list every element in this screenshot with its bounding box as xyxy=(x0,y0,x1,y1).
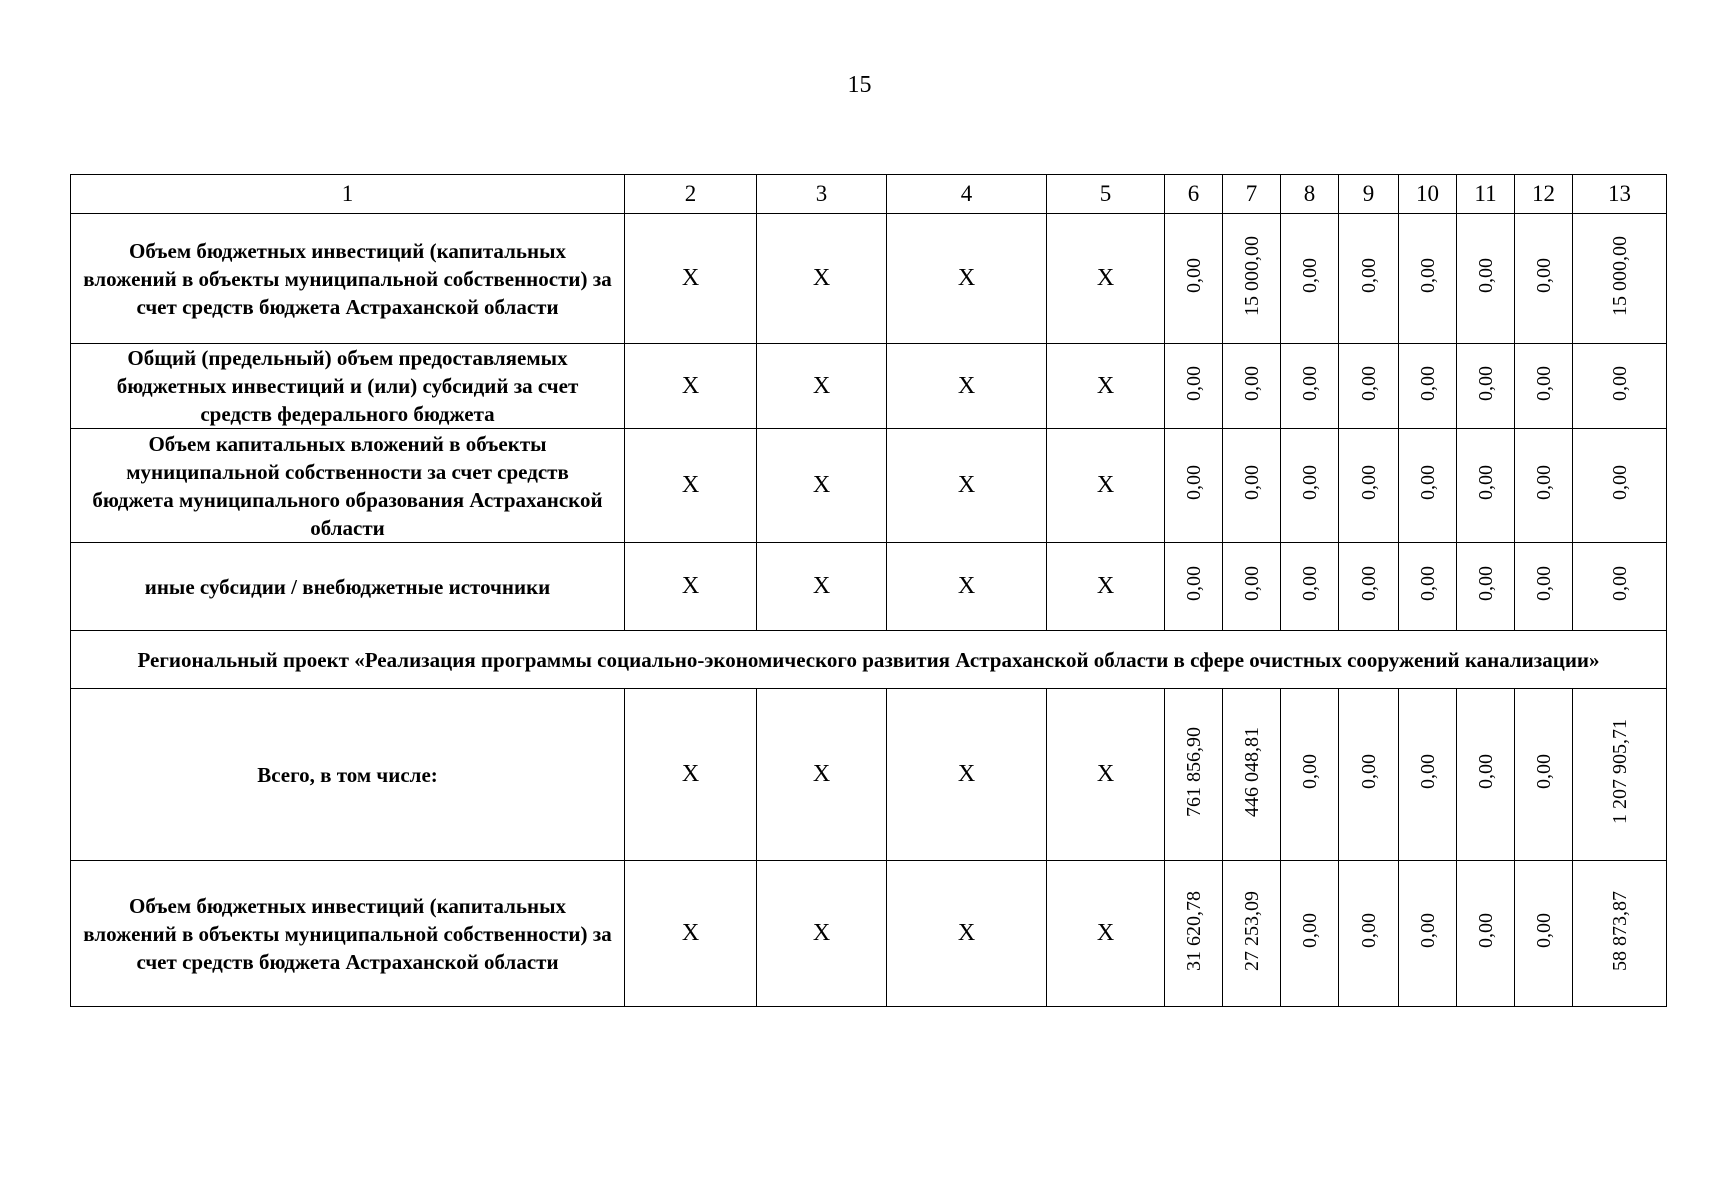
row-value-cell xyxy=(1223,214,1281,344)
row-mark: X xyxy=(1047,429,1165,543)
row-mark: X xyxy=(887,861,1047,1007)
row-value-cell xyxy=(1339,689,1399,861)
row-value: 0,00 xyxy=(1182,365,1205,401)
row-value-cell xyxy=(1399,429,1457,543)
row-value: 0,00 xyxy=(1474,365,1497,401)
row-value: 0,00 xyxy=(1182,258,1205,293)
row-value: 0,00 xyxy=(1532,566,1555,601)
row-value-cell xyxy=(1223,689,1281,861)
row-value-cell xyxy=(1165,344,1223,429)
row-mark: X xyxy=(757,861,887,1007)
row-value-cell xyxy=(1515,429,1573,543)
table-row xyxy=(71,689,1667,861)
project-title: Региональный проект «Реализация программы социально-экономического развития Астраханской области в сфере очистных сооружений канализации» xyxy=(71,631,1667,689)
row-value-cell xyxy=(1281,214,1339,344)
row-value: 0,00 xyxy=(1298,566,1321,601)
budget-table xyxy=(70,174,1667,1007)
row-value: 31 620,78 xyxy=(1182,890,1205,971)
row-value-cell xyxy=(1281,344,1339,429)
row-value: 0,00 xyxy=(1608,465,1631,500)
project-title-row xyxy=(71,631,1667,689)
row-value: 0,00 xyxy=(1474,566,1497,601)
row-value-cell xyxy=(1573,214,1667,344)
row-value: 0,00 xyxy=(1357,913,1380,948)
row-value-cell xyxy=(1573,861,1667,1007)
row-value: 0,00 xyxy=(1298,365,1321,401)
row-value: 0,00 xyxy=(1298,465,1321,500)
table-row xyxy=(71,861,1667,1007)
row-value: 0,00 xyxy=(1298,258,1321,293)
row-value: 0,00 xyxy=(1474,465,1497,500)
row-mark: X xyxy=(625,429,757,543)
col-header-6: 6 xyxy=(1165,175,1223,214)
row-value-cell xyxy=(1339,543,1399,631)
table-row xyxy=(71,543,1667,631)
row-mark: X xyxy=(625,689,757,861)
col-header-3: 3 xyxy=(757,175,887,214)
row-value-cell xyxy=(1281,689,1339,861)
row-value: 0,00 xyxy=(1474,913,1497,948)
row-value-cell xyxy=(1223,429,1281,543)
row-value: 0,00 xyxy=(1298,913,1321,948)
row-value: 0,00 xyxy=(1474,754,1497,789)
row-mark: X xyxy=(1047,861,1165,1007)
row-value: 0,00 xyxy=(1532,258,1555,293)
row-mark: X xyxy=(1047,214,1165,344)
row-value-cell xyxy=(1515,689,1573,861)
row-value-cell xyxy=(1339,344,1399,429)
row-value: 27 253,09 xyxy=(1240,890,1263,971)
row-mark: X xyxy=(887,429,1047,543)
row-mark: X xyxy=(625,214,757,344)
col-header-2: 2 xyxy=(625,175,757,214)
row-mark: X xyxy=(1047,689,1165,861)
row-value: 0,00 xyxy=(1182,465,1205,500)
row-value-cell xyxy=(1281,429,1339,543)
row-label: Объем бюджетных инвестиций (капитальных вложений в объекты муниципальной собственности) за счет средств бюджета Астраханской области xyxy=(71,861,625,1007)
row-value: 0,00 xyxy=(1532,754,1555,789)
row-value-cell xyxy=(1339,861,1399,1007)
row-value-cell xyxy=(1573,344,1667,429)
row-value: 0,00 xyxy=(1357,566,1380,601)
row-mark: X xyxy=(757,429,887,543)
row-value: 1 207 905,71 xyxy=(1608,719,1631,824)
row-label: Объем бюджетных инвестиций (капитальных вложений в объекты муниципальной собственности) за счет средств бюджета Астраханской области xyxy=(71,214,625,344)
row-value-cell xyxy=(1399,689,1457,861)
row-value-cell xyxy=(1223,344,1281,429)
row-value: 0,00 xyxy=(1416,365,1439,401)
row-value: 0,00 xyxy=(1357,365,1380,401)
row-mark: X xyxy=(625,543,757,631)
col-header-5: 5 xyxy=(1047,175,1165,214)
row-mark: X xyxy=(625,344,757,429)
row-value-cell xyxy=(1281,543,1339,631)
col-header-4: 4 xyxy=(887,175,1047,214)
row-value-cell xyxy=(1223,543,1281,631)
row-value: 0,00 xyxy=(1357,754,1380,789)
row-value-cell xyxy=(1339,429,1399,543)
row-value-cell xyxy=(1165,861,1223,1007)
row-mark: X xyxy=(757,214,887,344)
row-mark: X xyxy=(625,861,757,1007)
row-mark: X xyxy=(1047,344,1165,429)
row-mark: X xyxy=(887,543,1047,631)
row-value-cell xyxy=(1339,214,1399,344)
col-header-8: 8 xyxy=(1281,175,1339,214)
row-mark: X xyxy=(1047,543,1165,631)
row-value-cell xyxy=(1399,861,1457,1007)
row-mark: X xyxy=(757,689,887,861)
header-row xyxy=(71,175,1667,214)
row-value: 0,00 xyxy=(1416,754,1439,789)
col-header-11: 11 xyxy=(1457,175,1515,214)
col-header-13: 13 xyxy=(1573,175,1667,214)
row-value: 0,00 xyxy=(1357,465,1380,500)
row-value-cell xyxy=(1573,543,1667,631)
row-value: 0,00 xyxy=(1532,913,1555,948)
row-value-cell xyxy=(1515,214,1573,344)
row-value: 446 048,81 xyxy=(1240,726,1263,817)
row-value-cell xyxy=(1223,861,1281,1007)
row-value: 0,00 xyxy=(1182,566,1205,601)
row-value: 0,00 xyxy=(1608,566,1631,601)
row-value-cell xyxy=(1457,861,1515,1007)
row-value-cell xyxy=(1165,214,1223,344)
row-mark: X xyxy=(757,344,887,429)
row-value-cell xyxy=(1515,543,1573,631)
col-header-10: 10 xyxy=(1399,175,1457,214)
row-value: 0,00 xyxy=(1240,365,1263,401)
row-value-cell xyxy=(1457,689,1515,861)
row-mark: X xyxy=(887,689,1047,861)
row-value-cell xyxy=(1457,214,1515,344)
row-value: 0,00 xyxy=(1240,566,1263,601)
row-value: 0,00 xyxy=(1532,365,1555,401)
row-label: Общий (предельный) объем предоставляемых бюджетных инвестиций и (или) субсидий за счет средств федерального бюджета xyxy=(71,344,625,429)
row-value: 761 856,90 xyxy=(1182,726,1205,817)
row-mark: X xyxy=(887,214,1047,344)
row-value-cell xyxy=(1165,429,1223,543)
table-row xyxy=(71,214,1667,344)
row-value-cell xyxy=(1457,543,1515,631)
row-value-cell xyxy=(1399,344,1457,429)
row-value: 0,00 xyxy=(1608,365,1631,401)
row-value: 0,00 xyxy=(1298,754,1321,789)
row-value-cell xyxy=(1515,861,1573,1007)
row-value: 0,00 xyxy=(1416,258,1439,293)
row-value-cell xyxy=(1457,344,1515,429)
row-value-cell xyxy=(1573,689,1667,861)
row-value: 0,00 xyxy=(1416,913,1439,948)
row-value: 0,00 xyxy=(1532,465,1555,500)
row-value-cell xyxy=(1573,429,1667,543)
row-mark: X xyxy=(757,543,887,631)
row-value: 15 000,00 xyxy=(1240,235,1263,316)
row-value-cell xyxy=(1457,429,1515,543)
row-label: иные субсидии / внебюджетные источники xyxy=(71,543,625,631)
col-header-12: 12 xyxy=(1515,175,1573,214)
row-value-cell xyxy=(1165,689,1223,861)
row-value: 0,00 xyxy=(1240,465,1263,500)
row-label: Всего, в том числе: xyxy=(71,689,625,861)
row-value-cell xyxy=(1165,543,1223,631)
table-row xyxy=(71,344,1667,429)
row-value: 0,00 xyxy=(1474,258,1497,293)
row-label: Объем капитальных вложений в объекты муниципальной собственности за счет средств бюджета муниципального образования Астраханской области xyxy=(71,429,625,543)
row-value: 0,00 xyxy=(1357,258,1380,293)
row-value: 0,00 xyxy=(1416,465,1439,500)
page-number: 15 xyxy=(847,72,872,98)
row-value-cell xyxy=(1515,344,1573,429)
row-value-cell xyxy=(1399,214,1457,344)
row-mark: X xyxy=(887,344,1047,429)
col-header-1: 1 xyxy=(71,175,625,214)
row-value-cell xyxy=(1281,861,1339,1007)
col-header-7: 7 xyxy=(1223,175,1281,214)
table-row xyxy=(71,429,1667,543)
col-header-9: 9 xyxy=(1339,175,1399,214)
row-value-cell xyxy=(1399,543,1457,631)
row-value: 15 000,00 xyxy=(1608,235,1631,316)
row-value: 58 873,87 xyxy=(1608,890,1631,971)
row-value: 0,00 xyxy=(1416,566,1439,601)
